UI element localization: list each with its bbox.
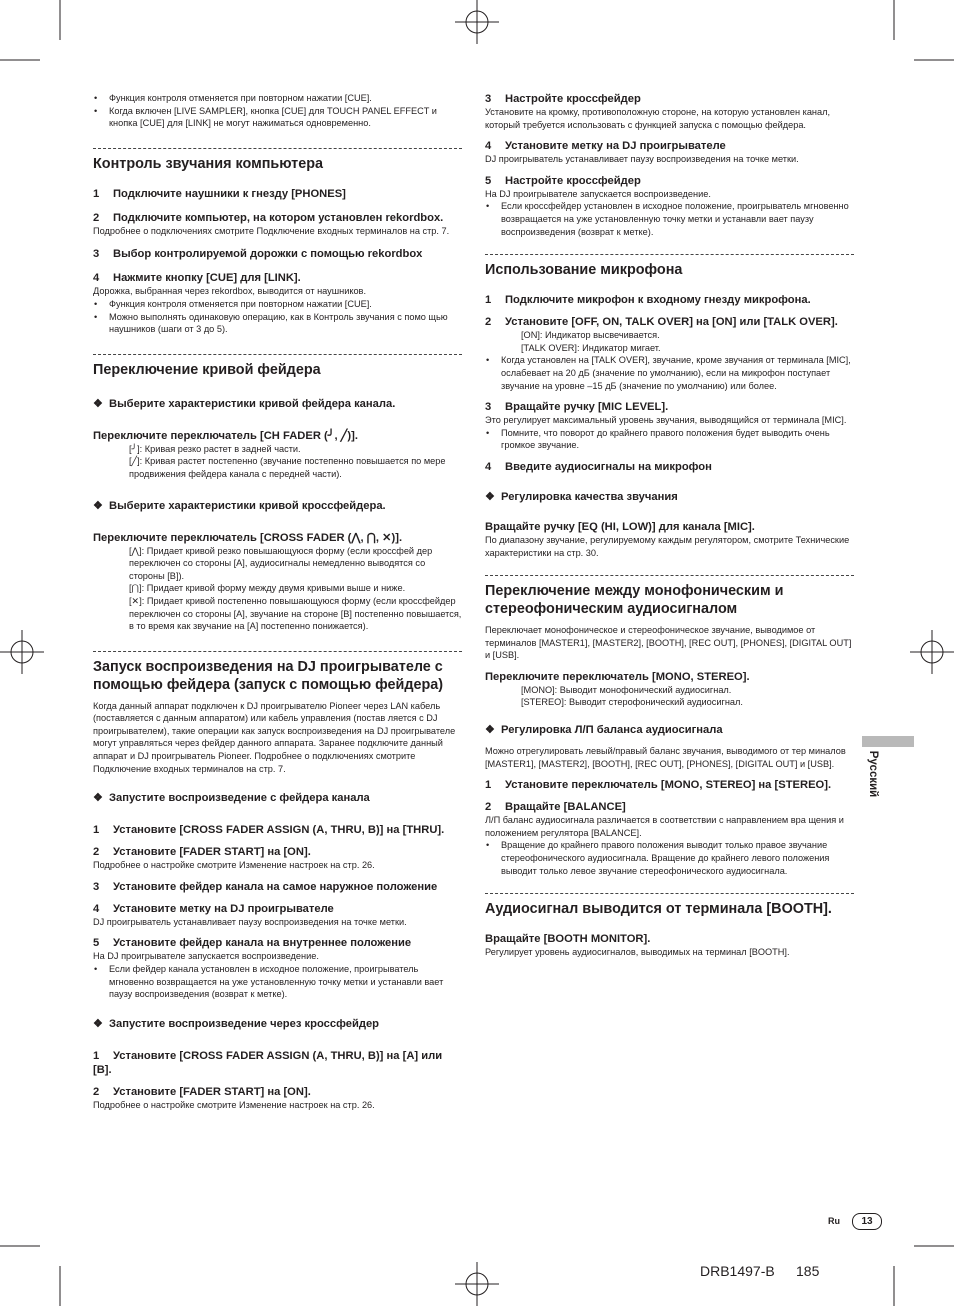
step-text: Нажмите кнопку [CUE] для [LINK].: [113, 272, 301, 285]
body-text: DJ проигрыватель устанавливает паузу воспроизведения на точке метки.: [485, 154, 799, 165]
section-heading: Запуск воспроизведения на DJ проигрывателе с помощью фейдера (запуск с помощью фейдера): [93, 658, 444, 693]
bullet-item: • Вращение до крайнего правого положения выводит только правое звучание стереофонического аудиосигнала. Вращение до крайнего левого положения выводит только левое звучание стереофонического аудиосигнала.: [485, 839, 854, 877]
section-heading: Переключение кривой фейдера: [93, 361, 321, 378]
step-text: Вращайте ручку [MIC LEVEL].: [505, 401, 669, 414]
instruction-heading: Переключите переключатель [CROSS FADER (⋀, ⋂, ✕)].: [93, 531, 403, 544]
spacer: [485, 737, 854, 745]
spacer: [93, 775, 462, 791]
subsection-heading: [485, 723, 854, 737]
step-number: 1: [485, 294, 492, 307]
step-text: Введите аудиосигналы на микрофон: [505, 460, 712, 473]
bullet-item: • Можно выполнять одинаковую операцию, как в Контроль звучания с помо щью наушников (шаги от 3 до 5).: [93, 311, 462, 336]
option-description: [╱]: Кривая растет постепенно (звучание постепенно повышается по мере продвижения фейдера канала с передней части).: [129, 456, 446, 479]
subsection-text: Регулировка качества звучания: [501, 490, 678, 503]
subsection-heading: [93, 499, 462, 513]
step-heading: [93, 1049, 462, 1077]
step-number: 4: [93, 902, 100, 915]
step-heading: [93, 936, 462, 950]
crop-mark-bottom-left: [0, 1226, 80, 1306]
step-heading: [485, 293, 854, 307]
body-text: Когда данный аппарат подключен к DJ проигрывателю Pioneer через LAN кабель (поставляется с данным аппаратом) или кабель управления (постав ляется с DJ проигрывателем), такие операции как запуск воспроизведения на DJ проигрывателе могут управляться через фейдер данного аппарата. Заранее подключите данный аппарат и DJ проигрыватель Pioneer. Подробнее о подключениях смотрите Подключение входных терминалов на стр. 7.: [93, 700, 456, 774]
diamond-bullet-icon: ❖: [93, 1017, 104, 1030]
spacer: [93, 173, 462, 187]
instruction-heading: Переключите переключатель [MONO, STEREO].: [485, 670, 750, 683]
step-heading: [93, 211, 462, 225]
body-text: Л/П баланс аудиосигнала различается в соответствии с направлением вра щения и положением регулятора [BALANCE].: [485, 815, 844, 838]
registration-target-top: [455, 0, 499, 44]
section-heading: Контроль звучания компьютера: [93, 155, 324, 172]
diamond-bullet-icon: ❖: [485, 490, 496, 503]
registration-target-bottom: [455, 1262, 499, 1306]
step-text: Вращайте [BALANCE]: [505, 801, 626, 814]
spacer: [93, 336, 462, 354]
spacer: [485, 392, 854, 400]
step-text: Выбор контролируемой дорожки с помощью rekordbox: [113, 248, 423, 261]
instruction-heading: Переключите переключатель [CH FADER (╯, ╱)].: [93, 429, 358, 442]
option-description: [MONO]: Выводит монофонический аудиосигнал.: [521, 684, 732, 695]
step-number: 3: [93, 248, 100, 261]
diamond-bullet-icon: ❖: [485, 724, 496, 737]
step-text: Установите [CROSS FADER ASSIGN (A, THRU, B)] на [A] или [B].: [93, 1049, 443, 1076]
diamond-bullet-icon: ❖: [93, 397, 104, 410]
subsection-text: Запустите воспроизведение с фейдера канала: [109, 792, 370, 805]
spacer: [93, 481, 462, 499]
step-number: 5: [93, 937, 100, 950]
spacer: [485, 279, 854, 293]
body-text: По диапазону звучание, регулируемому каждым регулятором, смотрите Технические характеристики на стр. 30.: [485, 534, 850, 558]
step-text: Установите метку на DJ проигрывателе: [113, 902, 334, 915]
step-number: 4: [93, 272, 100, 285]
step-number: 4: [485, 140, 492, 153]
spacer: [485, 504, 854, 520]
option-description: [TALK OVER]: Индикатор мигает.: [521, 342, 661, 353]
spacer: [93, 805, 462, 823]
section-heading: Переключение между монофоническим и стереофоническим аудиосигналом: [485, 583, 784, 618]
step-number: 1: [93, 187, 100, 200]
step-text: Установите [FADER START] на [ON].: [113, 1085, 311, 1098]
spacer: [93, 837, 462, 845]
subsection-text: Выберите характеристики кривой фейдера канала.: [109, 397, 396, 410]
step-text: Настройте кроссфейдер: [505, 93, 641, 105]
step-text: Установите [OFF, ON, TALK OVER] на [ON] или [TALK OVER].: [505, 316, 838, 329]
crop-mark-bottom-right: [874, 1226, 954, 1306]
option-description: [⋀]: Придает кривой резко повышающуюся форму (если кроссфей дер переключен со стороны [A], аудиосигналы немедленно выводятся со стороны [B]).: [129, 545, 433, 581]
step-text: Подключите наушники к гнезду [PHONES]: [113, 187, 346, 200]
step-number: 3: [485, 401, 492, 414]
option-description: [╯]: Кривая резко растет в задней части.: [129, 443, 301, 454]
bullet-item: • Если кроссфейдер установлен в исходное положение, проигрыватель мгновенно возвращается на уже установленную точку метки и устанавли вает паузу воспроизведения (возврат к метке).: [485, 200, 854, 238]
body-text: Переключает монофоническое и стереофоническое звучание, выводимое от терминалов [MASTER1], [MASTER2], [BOOTH], [REC OUT], [PHONES], [DIGITAL OUT] и [USB].: [485, 625, 852, 661]
step-heading: [93, 880, 462, 894]
spacer: [485, 770, 854, 778]
spacer: [93, 513, 462, 531]
spacer: [93, 633, 462, 651]
step-heading: [93, 271, 462, 285]
step-number: 1: [93, 1049, 100, 1062]
right-column: [485, 92, 854, 959]
body-text: Это регулирует максимальный уровень звучания, выводящийся от терминала [MIC].: [485, 415, 847, 426]
step-heading: [93, 187, 462, 201]
spacer: [93, 411, 462, 429]
page-language-code: Ru: [828, 1216, 840, 1226]
step-number: 5: [485, 174, 492, 187]
step-heading: [485, 92, 854, 106]
step-heading: [485, 400, 854, 414]
option-description: [STEREO]: Выводит стерофонический аудиосигнал.: [521, 697, 743, 708]
spacer: [485, 918, 854, 932]
step-heading: [93, 823, 462, 837]
spacer: [93, 894, 462, 902]
spacer: [93, 1077, 462, 1085]
crop-mark-top-right: [874, 0, 954, 80]
bullet-item: • Если фейдер канала установлен в исходное положение, проигрыватель мгновенно возвращается на уже установленную точку метки и устанавли вает паузу воспроизведения (возврат к метке).: [93, 963, 462, 1001]
body-text: Подробнее о подключениях смотрите Подключение входных терминалов на стр. 7.: [93, 225, 450, 236]
step-number: 1: [485, 779, 492, 792]
step-heading: [93, 247, 462, 261]
bullet-item: • Когда включен [LIVE SAMPLER], кнопка [CUE] для TOUCH PANEL EFFECT и кнопка [CUE] для [LINK] не могут нажиматься одновременно.: [93, 105, 462, 130]
bullet-item: • Помните, что поворот до крайнего правого положения будет выводить очень громкое звучание.: [485, 427, 854, 452]
instruction-heading: Вращайте ручку [EQ (HI, LOW)] для канала [MIC].: [485, 520, 755, 533]
subsection-heading: [485, 490, 854, 504]
spacer: [93, 237, 462, 247]
bullet-item: • Когда установлен на [TALK OVER], звучание, кроме звучания от терминала [MIC], ослабевает на 20 дБ (значение по умолчанию), если на микрофон поступает звучание на уровне –15 дБ (значение по умолчанию) или более.: [485, 354, 854, 392]
body-text: На DJ проигрывателе запускается воспроизведение.: [93, 951, 319, 962]
page-number-badge: 13: [852, 1213, 882, 1230]
step-number: 2: [93, 211, 100, 224]
spacer: [93, 130, 462, 148]
spacer: [93, 872, 462, 880]
spacer: [93, 1031, 462, 1049]
spacer: [485, 131, 854, 139]
spacer: [93, 379, 462, 397]
step-heading: [485, 315, 854, 329]
option-description: [⋂]: Придает кривой форму между двумя кривыми выше и ниже.: [129, 583, 406, 594]
spacer: [93, 1001, 462, 1017]
diamond-bullet-icon: ❖: [93, 792, 104, 805]
body-text: Подробнее о настройке смотрите Изменение настроек на стр. 26.: [93, 860, 375, 871]
step-text: Установите переключатель [MONO, STEREO] на [STEREO].: [505, 779, 832, 792]
step-number: 3: [485, 93, 492, 105]
step-number: 2: [485, 801, 492, 814]
spacer: [485, 877, 854, 893]
spacer: [485, 238, 854, 254]
step-heading: [485, 460, 854, 474]
spacer: [93, 928, 462, 936]
registration-target-left: [0, 630, 44, 674]
body-text: Дорожка, выбранная через rekordbox, выводится от наушников.: [93, 286, 366, 297]
spacer: [485, 792, 854, 800]
instruction-heading: Вращайте [BOOTH MONITOR].: [485, 933, 651, 946]
spacer: [485, 452, 854, 460]
step-heading: [485, 174, 854, 188]
spacer: [485, 166, 854, 174]
step-text: Установите [FADER START] на [ON].: [113, 846, 311, 859]
body-text: На DJ проигрывателе запускается воспроизведение.: [485, 188, 711, 199]
left-column: [93, 92, 462, 1111]
step-number: 2: [93, 846, 100, 859]
step-text: Установите фейдер канала на самое наружное положение: [113, 880, 438, 893]
option-description: [ON]: Индикатор высвечивается.: [521, 330, 660, 341]
spacer: [485, 709, 854, 723]
step-number: 1: [93, 824, 100, 837]
step-text: Настройте кроссфейдер: [505, 174, 641, 187]
subsection-text: Выберите характеристики кривой кроссфейдера.: [109, 499, 386, 512]
spacer: [485, 474, 854, 490]
step-heading: [93, 902, 462, 916]
subsection-heading: [93, 791, 462, 805]
bullet-item: • Функция контроля отменяется при повторном нажатии [CUE].: [93, 298, 462, 311]
bullet-item: • Функция контроля отменяется при повторном нажатии [CUE].: [93, 92, 462, 105]
step-text: Подключите микрофон к входному гнезду микрофона.: [505, 294, 811, 307]
section-heading: Использование микрофона: [485, 262, 683, 279]
step-heading: [485, 778, 854, 792]
option-description: [✕]: Придает кривой постепенно повышающуюся форму (если кроссфейдер переключен со стороны [A], звучание на стороне [B] постепенно повышается, в то время как звучание на [A] постепенно понижается).: [129, 595, 462, 632]
step-number: 2: [93, 1085, 100, 1098]
body-text: Можно отрегулировать левый/правый баланс звучания, выводимого от тер миналов [MASTER1], [MASTER2], [BOOTH], [REC OUT], [PHONES], [DIGITAL OUT] и [USB].: [485, 746, 846, 769]
step-text: Подключите компьютер, на котором установлен rekordbox.: [113, 211, 444, 224]
document-code: DRB1497-B: [700, 1263, 775, 1279]
diamond-bullet-icon: ❖: [93, 499, 104, 512]
spacer: [93, 201, 462, 211]
section-heading: Аудиосигнал выводится от терминала [BOOTH].: [485, 901, 832, 918]
subsection-text: Регулировка Л/П баланса аудиосигнала: [501, 724, 723, 737]
body-text: Установите на кромку, противоположную стороне, на которую установлен канал, который требуется использовать с функцией запуска с помощью фейдера.: [485, 107, 831, 130]
spacer: [93, 261, 462, 271]
step-text: Установите фейдер канала на внутреннее положение: [113, 937, 412, 950]
step-text: Установите метку на DJ проигрывателе: [505, 140, 726, 153]
spacer: [485, 307, 854, 315]
spacer: [485, 662, 854, 670]
step-heading: [485, 800, 854, 814]
document-page-number: 185: [796, 1263, 820, 1279]
crop-mark-top-left: [0, 0, 80, 80]
subsection-heading: [93, 397, 462, 411]
body-text: Регулирует уровень аудиосигналов, выводимых на терминал [BOOTH].: [485, 947, 790, 958]
body-text: DJ проигрыватель устанавливает паузу воспроизведения на точке метки.: [93, 916, 407, 927]
step-text: Установите [CROSS FADER ASSIGN (A, THRU, B)] на [THRU].: [113, 824, 445, 837]
step-number: 3: [93, 880, 100, 893]
step-heading: [93, 845, 462, 859]
step-heading: [93, 1085, 462, 1099]
language-side-text: Русский: [867, 750, 879, 798]
subsection-heading: [93, 1017, 462, 1031]
body-text: Подробнее о настройке смотрите Изменение настроек на стр. 26.: [93, 1099, 375, 1110]
registration-target-right: [910, 630, 954, 674]
spacer: [485, 559, 854, 575]
step-number: 2: [485, 316, 492, 329]
subsection-text: Запустите воспроизведение через кроссфейдер: [109, 1017, 379, 1030]
step-number: 4: [485, 460, 492, 473]
language-side-label: [858, 748, 888, 808]
step-heading: [485, 139, 854, 153]
